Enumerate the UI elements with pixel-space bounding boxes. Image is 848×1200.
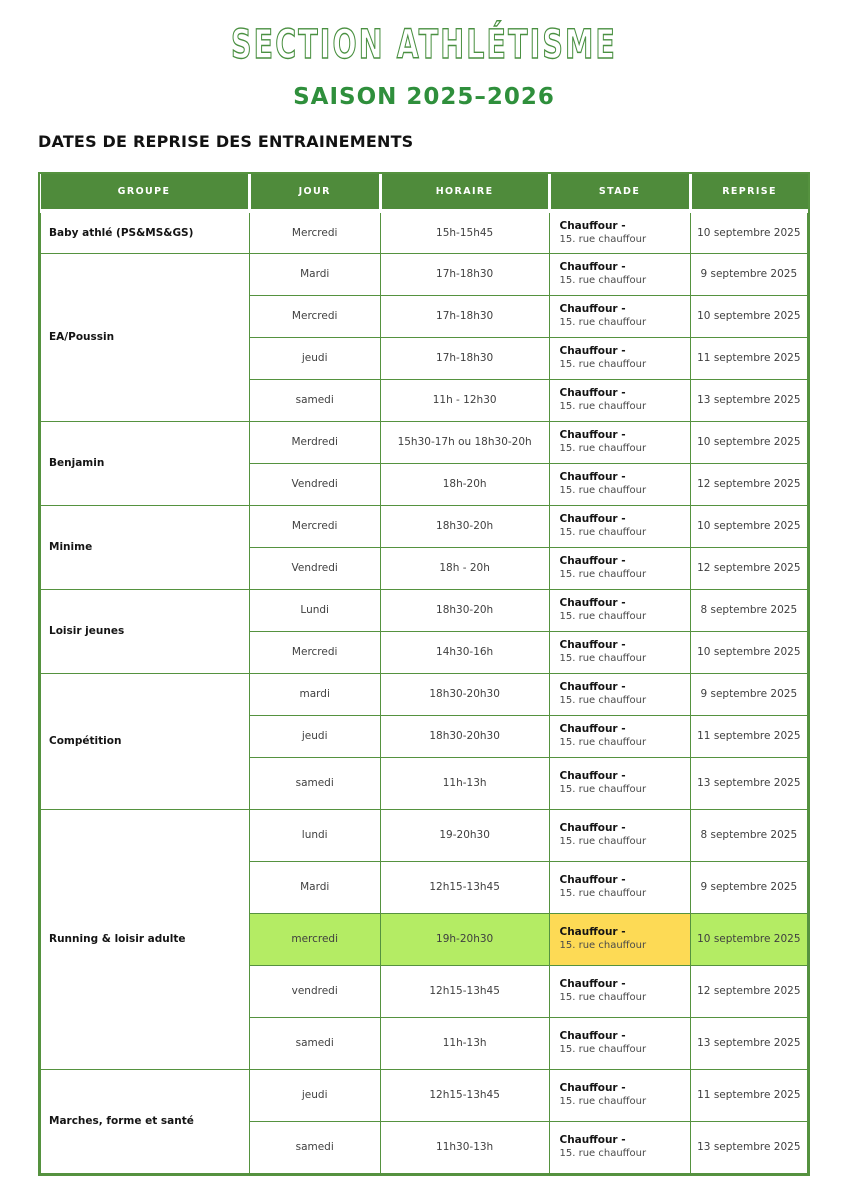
stade-name: Chauffour - — [559, 387, 626, 400]
reprise-cell: 9 septembre 2025 — [690, 253, 807, 295]
stade-cell — [549, 547, 690, 589]
schedule-row — [41, 1069, 808, 1121]
stade-cell — [549, 965, 690, 1017]
jour-cell: vendredi — [249, 965, 380, 1017]
stade-cell — [549, 631, 690, 673]
stade-name: Chauffour - — [559, 597, 626, 610]
group-name-cell: Baby athlé (PS&MS&GS) — [41, 211, 250, 253]
reprise-cell: 12 septembre 2025 — [690, 463, 807, 505]
reprise-cell: 10 septembre 2025 — [690, 211, 807, 253]
horaire-cell: 14h30-16h — [380, 631, 549, 673]
reprise-cell: 10 septembre 2025 — [690, 505, 807, 547]
page-title-artwork — [0, 18, 848, 70]
stade-cell — [549, 589, 690, 631]
schedule-row — [41, 211, 808, 253]
stade-address: 15. rue chauffour — [559, 485, 647, 497]
reprise-cell: 10 septembre 2025 — [690, 913, 807, 965]
stade-address: 15. rue chauffour — [559, 1044, 647, 1056]
horaire-cell: 18h - 20h — [380, 547, 549, 589]
stade-name: Chauffour - — [559, 303, 626, 316]
col-header-stade: STADE — [549, 174, 690, 211]
horaire-cell: 11h-13h — [380, 1017, 549, 1069]
horaire-cell: 18h30-20h — [380, 505, 549, 547]
reprise-cell: 10 septembre 2025 — [690, 295, 807, 337]
horaire-cell: 11h - 12h30 — [380, 379, 549, 421]
jour-cell: mardi — [249, 673, 380, 715]
stade-address: 15. rue chauffour — [559, 611, 647, 623]
group-name-cell: EA/Poussin — [41, 253, 250, 421]
reprise-cell: 11 septembre 2025 — [690, 715, 807, 757]
jour-cell: samedi — [249, 757, 380, 809]
stade-name: Chauffour - — [559, 345, 626, 358]
section-heading: DATES DE REPRISE DES ENTRAINEMENTS — [38, 132, 414, 151]
schedule-row — [41, 673, 808, 715]
stade-cell — [549, 673, 690, 715]
group-name-cell: Marches, forme et santé — [41, 1069, 250, 1173]
stade-name: Chauffour - — [559, 261, 626, 274]
horaire-cell: 11h-13h — [380, 757, 549, 809]
reprise-cell: 10 septembre 2025 — [690, 421, 807, 463]
stade-address: 15. rue chauffour — [559, 569, 647, 581]
horaire-cell: 17h-18h30 — [380, 295, 549, 337]
reprise-cell: 8 septembre 2025 — [690, 809, 807, 861]
horaire-cell: 12h15-13h45 — [380, 965, 549, 1017]
stade-cell — [549, 253, 690, 295]
stade-cell — [549, 295, 690, 337]
stade-name: Chauffour - — [559, 770, 626, 783]
stade-address: 15. rue chauffour — [559, 443, 647, 455]
reprise-cell: 9 septembre 2025 — [690, 861, 807, 913]
horaire-cell: 18h30-20h — [380, 589, 549, 631]
stade-address: 15. rue chauffour — [559, 401, 647, 413]
stade-address: 15. rue chauffour — [559, 1096, 647, 1108]
stade-name: Chauffour - — [559, 681, 626, 694]
jour-cell: jeudi — [249, 1069, 380, 1121]
reprise-cell: 10 septembre 2025 — [690, 631, 807, 673]
stade-address: 15. rue chauffour — [559, 836, 647, 848]
stade-cell — [549, 861, 690, 913]
jour-cell: Mardi — [249, 253, 380, 295]
jour-cell: Mardi — [249, 861, 380, 913]
jour-cell: Lundi — [249, 589, 380, 631]
jour-cell: Mercredi — [249, 505, 380, 547]
col-header-groupe: GROUPE — [41, 174, 250, 211]
horaire-cell: 18h-20h — [380, 463, 549, 505]
schedule-row — [41, 421, 808, 463]
stade-address: 15. rue chauffour — [559, 888, 647, 900]
stade-address: 15. rue chauffour — [559, 1148, 647, 1160]
stade-cell — [549, 913, 690, 965]
reprise-cell: 13 septembre 2025 — [690, 757, 807, 809]
stade-cell — [549, 379, 690, 421]
reprise-cell: 13 septembre 2025 — [690, 1017, 807, 1069]
reprise-cell: 8 septembre 2025 — [690, 589, 807, 631]
horaire-cell: 18h30-20h30 — [380, 673, 549, 715]
stade-address: 15. rue chauffour — [559, 275, 647, 287]
col-header-jour: JOUR — [249, 174, 380, 211]
jour-cell: lundi — [249, 809, 380, 861]
schedule-row — [41, 589, 808, 631]
stade-name: Chauffour - — [559, 1082, 626, 1095]
jour-cell: mercredi — [249, 913, 380, 965]
stade-address: 15. rue chauffour — [559, 234, 647, 246]
group-name-cell: Compétition — [41, 673, 250, 809]
stade-address: 15. rue chauffour — [559, 695, 647, 707]
jour-cell: Mercredi — [249, 295, 380, 337]
stade-name: Chauffour - — [559, 1134, 626, 1147]
jour-cell: Merdredi — [249, 421, 380, 463]
col-header-reprise: REPRISE — [690, 174, 807, 211]
stade-name: Chauffour - — [559, 471, 626, 484]
schedule-table — [40, 174, 808, 1174]
reprise-cell: 13 septembre 2025 — [690, 379, 807, 421]
stade-name: Chauffour - — [559, 429, 626, 442]
jour-cell: samedi — [249, 1121, 380, 1173]
horaire-cell: 19h-20h30 — [380, 913, 549, 965]
reprise-cell: 9 septembre 2025 — [690, 673, 807, 715]
page-title: SECTION ATHLÉTISME — [231, 22, 774, 68]
group-name-cell: Minime — [41, 505, 250, 589]
jour-cell: jeudi — [249, 715, 380, 757]
group-name-cell: Loisir jeunes — [41, 589, 250, 673]
horaire-cell: 12h15-13h45 — [380, 861, 549, 913]
stade-cell — [549, 1121, 690, 1173]
stade-address: 15. rue chauffour — [559, 317, 647, 329]
jour-cell: Vendredi — [249, 463, 380, 505]
reprise-cell: 11 septembre 2025 — [690, 337, 807, 379]
stade-address: 15. rue chauffour — [559, 653, 647, 665]
stade-name: Chauffour - — [559, 822, 626, 835]
stade-name: Chauffour - — [559, 555, 626, 568]
table-header-row — [41, 174, 808, 211]
stade-cell — [549, 505, 690, 547]
jour-cell: Mercredi — [249, 211, 380, 253]
stade-address: 15. rue chauffour — [559, 359, 647, 371]
stade-address: 15. rue chauffour — [559, 992, 647, 1004]
horaire-cell: 15h-15h45 — [380, 211, 549, 253]
reprise-cell: 12 septembre 2025 — [690, 965, 807, 1017]
stade-cell — [549, 421, 690, 463]
stade-name: Chauffour - — [559, 874, 626, 887]
group-name-cell: Running & loisir adulte — [41, 809, 250, 1069]
stade-address: 15. rue chauffour — [559, 784, 647, 796]
schedule-row — [41, 253, 808, 295]
jour-cell: samedi — [249, 1017, 380, 1069]
reprise-cell: 13 septembre 2025 — [690, 1121, 807, 1173]
stade-cell — [549, 757, 690, 809]
page-subtitle: SAISON 2025–2026 — [293, 84, 555, 110]
horaire-cell: 18h30-20h30 — [380, 715, 549, 757]
stade-name: Chauffour - — [559, 1030, 626, 1043]
stade-name: Chauffour - — [559, 513, 626, 526]
stade-address: 15. rue chauffour — [559, 737, 647, 749]
stade-cell — [549, 715, 690, 757]
horaire-cell: 17h-18h30 — [380, 253, 549, 295]
stade-address: 15. rue chauffour — [559, 940, 647, 952]
reprise-cell: 11 septembre 2025 — [690, 1069, 807, 1121]
group-name-cell: Benjamin — [41, 421, 250, 505]
horaire-cell: 12h15-13h45 — [380, 1069, 549, 1121]
stade-address: 15. rue chauffour — [559, 527, 647, 539]
horaire-cell: 15h30-17h ou 18h30-20h — [380, 421, 549, 463]
jour-cell: jeudi — [249, 337, 380, 379]
schedule-table-frame — [38, 172, 810, 1176]
jour-cell: Mercredi — [249, 631, 380, 673]
schedule-row — [41, 809, 808, 861]
stade-name: Chauffour - — [559, 978, 626, 991]
stade-cell — [549, 211, 690, 253]
horaire-cell: 11h30-13h — [380, 1121, 549, 1173]
reprise-cell: 12 septembre 2025 — [690, 547, 807, 589]
schedule-row — [41, 505, 808, 547]
col-header-horaire: HORAIRE — [380, 174, 549, 211]
stade-cell — [549, 463, 690, 505]
stade-cell — [549, 1069, 690, 1121]
horaire-cell: 19-20h30 — [380, 809, 549, 861]
stade-name: Chauffour - — [559, 723, 626, 736]
stade-name: Chauffour - — [559, 639, 626, 652]
stade-cell — [549, 809, 690, 861]
stade-cell — [549, 1017, 690, 1069]
stade-name: Chauffour - — [559, 219, 626, 232]
jour-cell: samedi — [249, 379, 380, 421]
stade-name: Chauffour - — [559, 926, 626, 939]
stade-cell — [549, 337, 690, 379]
horaire-cell: 17h-18h30 — [380, 337, 549, 379]
jour-cell: Vendredi — [249, 547, 380, 589]
